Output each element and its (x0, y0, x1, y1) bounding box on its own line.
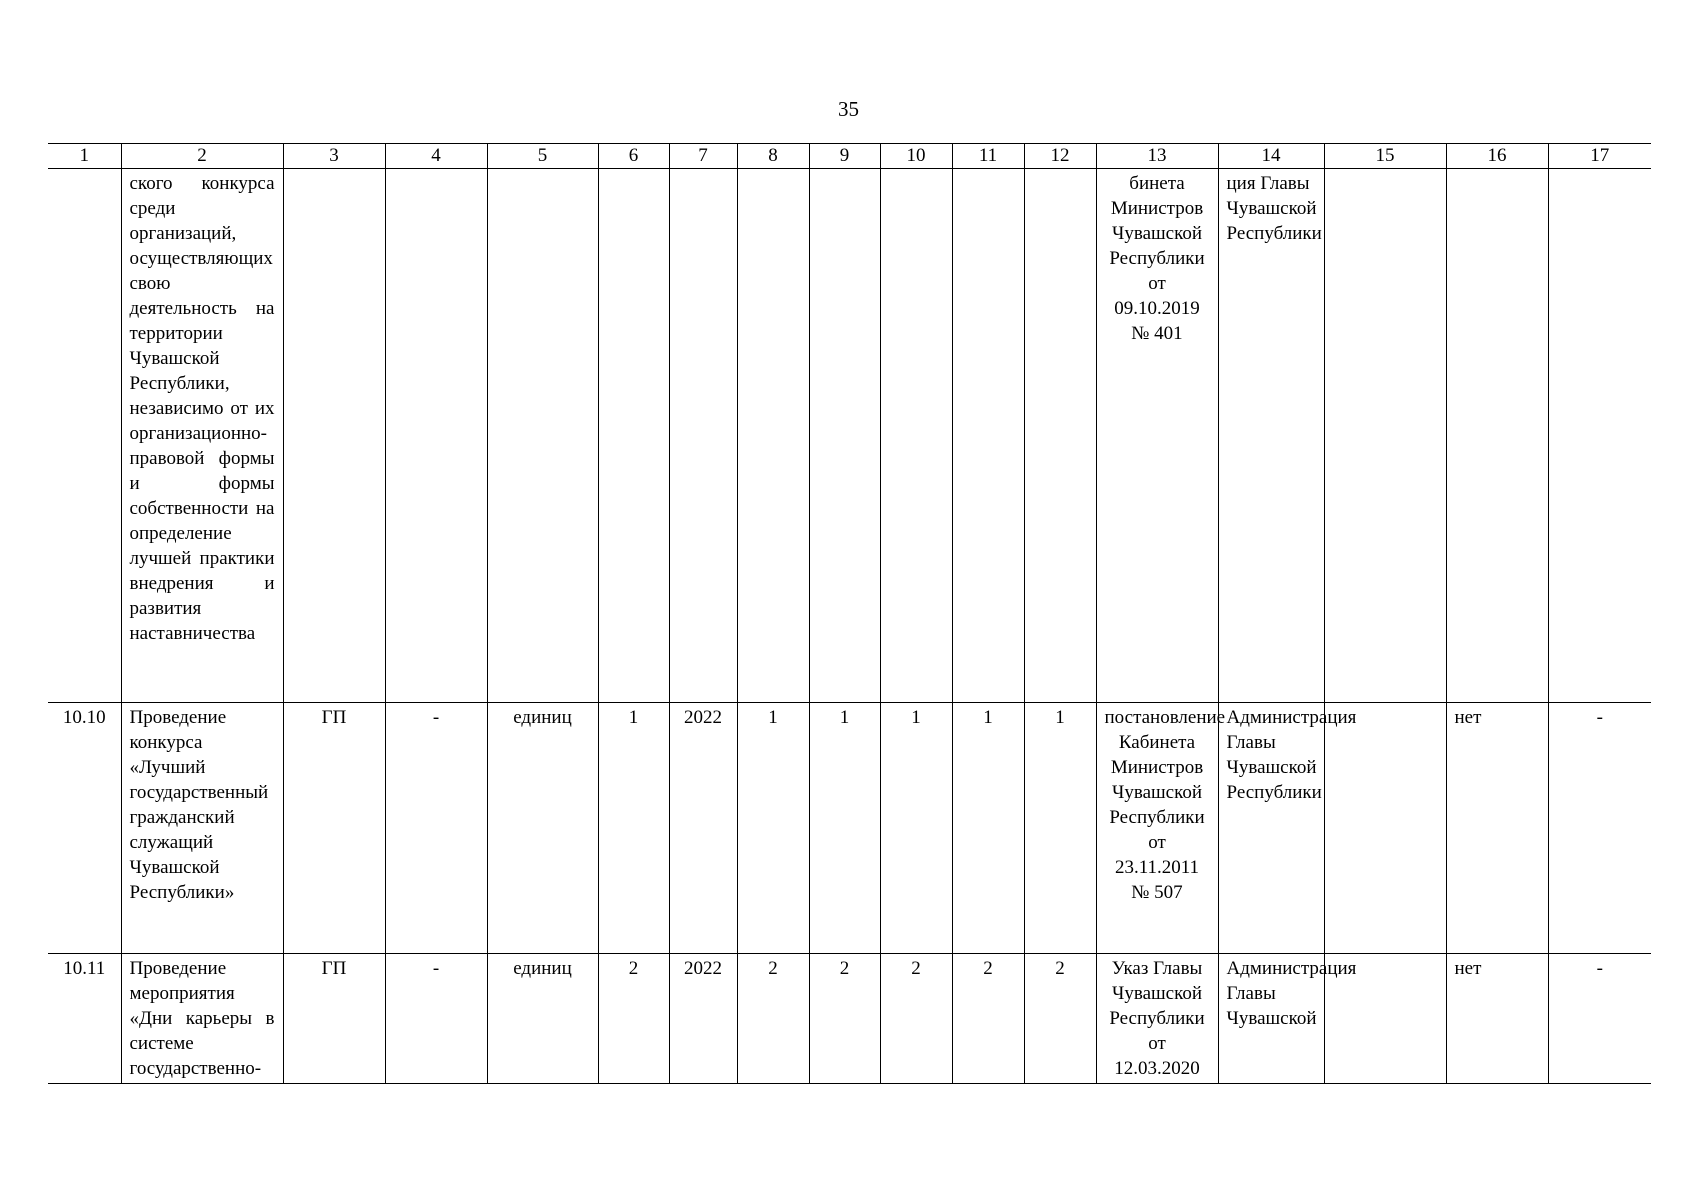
table-cell: ГП (283, 954, 385, 1084)
measures-table (48, 143, 1651, 1084)
column-header: 4 (385, 144, 487, 169)
table-cell: 2 (737, 954, 809, 1084)
table-cell (1324, 169, 1446, 703)
column-header: 8 (737, 144, 809, 169)
table-cell: - (1548, 954, 1651, 1084)
table-cell: 1 (809, 703, 880, 954)
column-header: 17 (1548, 144, 1651, 169)
table-cell (1548, 169, 1651, 703)
column-header: 7 (669, 144, 737, 169)
table-cell: 1 (737, 703, 809, 954)
table-cell (283, 169, 385, 703)
table-cell: 2 (952, 954, 1024, 1084)
measure-name-cell: ского конкурса среди организаций, осуществляющих свою деятельность на территории Чувашской Республики, независимо от их организационно-правовой формы и формы собственности на определение лучшей практики внедрения и развития наставничества (121, 169, 283, 703)
column-header: 12 (1024, 144, 1096, 169)
row-number-cell: 10.10 (48, 703, 121, 954)
table-cell (1446, 169, 1548, 703)
table-cell (487, 169, 598, 703)
table-row (48, 703, 1651, 954)
table-cell: 1 (1024, 703, 1096, 954)
unit-cell: единиц (487, 703, 598, 954)
table-cell: 1 (880, 703, 952, 954)
responsible-cell: Администрация Главы Чувашской Республики (1218, 703, 1324, 954)
legal-act-cell: Указ Главы Чувашской Республики от 12.03.2020 (1096, 954, 1218, 1084)
table-cell (669, 169, 737, 703)
column-header: 10 (880, 144, 952, 169)
column-header: 6 (598, 144, 669, 169)
table-cell (598, 169, 669, 703)
column-number-row (48, 144, 1651, 169)
year-cell: 2022 (669, 703, 737, 954)
table-row (48, 954, 1651, 1084)
table-cell: - (1548, 703, 1651, 954)
column-header: 1 (48, 144, 121, 169)
unit-cell: единиц (487, 954, 598, 1084)
column-header: 11 (952, 144, 1024, 169)
table-cell: 2 (598, 954, 669, 1084)
row-number-cell (48, 169, 121, 703)
measure-name-cell: Проведение мероприятия «Дни карьеры в системе государственно- (121, 954, 283, 1084)
row-number-cell: 10.11 (48, 954, 121, 1084)
table-cell: 2 (809, 954, 880, 1084)
table-cell (880, 169, 952, 703)
legal-act-cell: постановление Кабинета Министров Чувашской Республики от 23.11.2011 № 507 (1096, 703, 1218, 954)
year-cell: 2022 (669, 954, 737, 1084)
table-cell: ГП (283, 703, 385, 954)
responsible-cell: Администрация Главы Чувашской (1218, 954, 1324, 1084)
table-cell (952, 169, 1024, 703)
measure-name-cell: Проведение конкурса «Лучший государственный гражданский служащий Чувашской Республики» (121, 703, 283, 954)
column-header: 15 (1324, 144, 1446, 169)
column-header: 3 (283, 144, 385, 169)
responsible-cell: ция Главы Чувашской Республики (1218, 169, 1324, 703)
table-cell (385, 169, 487, 703)
column-header: 16 (1446, 144, 1548, 169)
table-cell: нет (1446, 954, 1548, 1084)
table-cell: 1 (598, 703, 669, 954)
table-cell: нет (1446, 703, 1548, 954)
column-header: 2 (121, 144, 283, 169)
column-header: 14 (1218, 144, 1324, 169)
table-cell (809, 169, 880, 703)
table-cell: - (385, 954, 487, 1084)
column-header: 13 (1096, 144, 1218, 169)
table-cell (1324, 703, 1446, 954)
table-cell (737, 169, 809, 703)
table-cell: 2 (1024, 954, 1096, 1084)
table-cell: - (385, 703, 487, 954)
table-cell (1024, 169, 1096, 703)
column-header: 9 (809, 144, 880, 169)
column-header: 5 (487, 144, 598, 169)
page-number: 35 (838, 97, 859, 121)
table-row (48, 169, 1651, 703)
legal-act-cell: бинета Министров Чувашской Республики от 09.10.2019 № 401 (1096, 169, 1218, 703)
table-cell: 1 (952, 703, 1024, 954)
table-cell: 2 (880, 954, 952, 1084)
